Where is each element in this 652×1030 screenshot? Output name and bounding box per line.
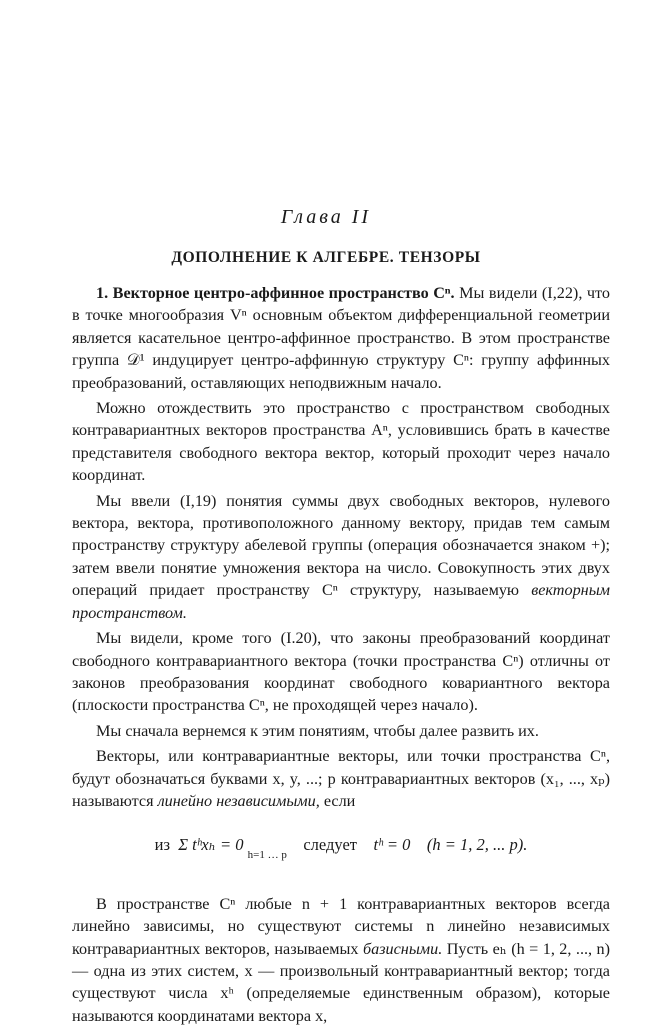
paragraph-3-text: Мы ввели (I,19) понятия суммы двух свободных векторов, нулевого вектора, вектора, противоположного данному вектору, придав тем самым пространству структуру абелевой группы (операция обозначается знаком +); затем ввели понятие умножения вектора на число. Совокупность этих двух операций придает пространству Cⁿ структуру, называемую bbox=[72, 491, 610, 600]
section-title: ДОПОЛНЕНИЕ К АЛГЕБРЕ. ТЕНЗОРЫ bbox=[171, 249, 481, 266]
formula-prefix: из bbox=[154, 835, 170, 855]
formula-mid: следует bbox=[303, 835, 357, 855]
paragraph-7-tail: Пусть eₕ (h = 1, 2, ..., n) — одна из этих систем, x — произвольный контравариантный вектор; тогда существуют числа xʰ (определяемые единственным образом), которые называются координатами вектора x, bbox=[72, 939, 611, 1025]
paragraph-1-text: Мы видели (I,22), что в точке многообразия Vⁿ основным объектом дифференциальной геометрии является касательное центро-аффинное пространство. В этом пространстве группа 𝒟¹ индуцирует центро-аффинную структуру Cⁿ: группу аффинных преобразований, оставляющих неподвижным начало. bbox=[72, 284, 610, 392]
paragraph-5-text: Мы сначала вернемся к этим понятиям, чтобы далее развить их. bbox=[96, 721, 539, 740]
formula-sum: Σ tʰxₕ = 0 bbox=[178, 835, 244, 855]
formula-range: (h = 1, 2, ... p). bbox=[426, 835, 528, 855]
chapter-heading: Глава II bbox=[280, 206, 372, 228]
paragraph-7-emphasis: базисными. bbox=[362, 939, 443, 958]
formula-limits: h=1 … p bbox=[247, 849, 287, 862]
paragraph-5 bbox=[72, 720, 610, 742]
paragraph-4 bbox=[72, 627, 610, 717]
formula-result: tʰ = 0 bbox=[373, 835, 411, 855]
paragraph-7-text: В пространстве Cⁿ любые n + 1 контравариантных векторов всегда линейно зависимы, но существуют системы n линейно независимых контравариантных векторов, называемых bbox=[72, 894, 610, 958]
paragraph-4-text: Мы видели, кроме того (I.20), что законы преобразований координат свободного контравариантного вектора (точки пространства Cⁿ) отличны от законов преобразования координат свободного ковариантного вектора (плоскости пространства Cⁿ, не проходящей через начало). bbox=[72, 629, 610, 715]
paragraph-1 bbox=[72, 282, 610, 394]
paragraph-3-emphasis: векторным пространством. bbox=[72, 581, 610, 622]
body-text bbox=[72, 282, 610, 1030]
paragraph-3 bbox=[72, 490, 610, 624]
paragraph-7 bbox=[72, 893, 610, 1027]
paragraph-2 bbox=[72, 397, 610, 487]
paragraph-6-emphasis: линейно независимыми, bbox=[157, 791, 320, 810]
paragraph-2-text: Можно отождествить это пространство с пространством свободных контравариантных векторов пространства Aⁿ, условившись брать в качестве представителя свободного вектора вектор, который проходит через начало координат. bbox=[72, 399, 610, 485]
section-lead: 1. Векторное центро-аффинное пространство Cⁿ. bbox=[96, 284, 455, 302]
paragraph-6 bbox=[72, 745, 610, 812]
formula bbox=[72, 834, 610, 866]
paragraph-6-tail: если bbox=[323, 791, 356, 810]
paragraph-6-text: Векторы, или контравариантные векторы, или точки пространства Cⁿ, будут обозначаться буквами x, y, ...; p контравариантных векторов (x₁, ..., xₚ) называются bbox=[72, 747, 610, 810]
